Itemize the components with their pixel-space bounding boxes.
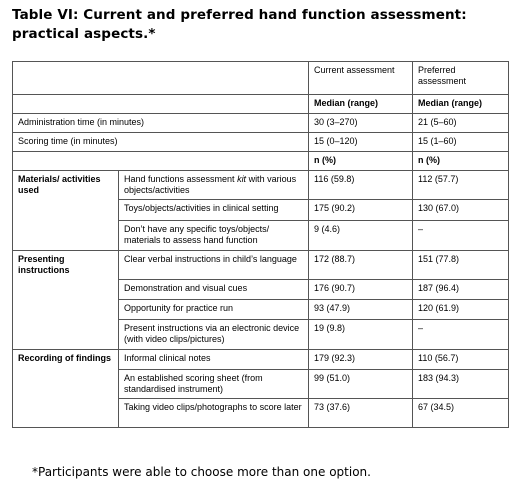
footnote: *Participants were able to choose more than one option.: [32, 465, 371, 479]
group-label: Presenting instructions: [13, 251, 119, 350]
row-label: Demonstration and visual cues: [119, 280, 309, 300]
cell-current: 73 (37.6): [309, 399, 413, 428]
cell-current: 19 (9.8): [309, 320, 413, 350]
cell-preferred: 120 (61.9): [413, 300, 509, 320]
cell-preferred: 67 (34.5): [413, 399, 509, 428]
subheader-blank: [13, 95, 309, 114]
subheader-row: [13, 152, 509, 171]
row-label: Opportunity for practice run: [119, 300, 309, 320]
header-preferred: Preferred assessment: [413, 62, 509, 95]
cell-current: 15 (0–120): [309, 133, 413, 152]
cell-current: 116 (59.8): [309, 171, 413, 200]
cell-preferred: –: [413, 320, 509, 350]
cell-preferred: 15 (1–60): [413, 133, 509, 152]
row-label: Administration time (in minutes): [13, 114, 309, 133]
row-label: Don’t have any specific toys/objects/ materials to assess hand function: [119, 221, 309, 251]
group-label: Recording of findings: [13, 350, 119, 428]
table-row: [13, 251, 509, 280]
cell-preferred: 21 (5–60): [413, 114, 509, 133]
cell-preferred: –: [413, 221, 509, 251]
cell-current: 175 (90.2): [309, 200, 413, 221]
table-row: [13, 171, 509, 200]
cell-current: 30 (3–270): [309, 114, 413, 133]
cell-current: 93 (47.9): [309, 300, 413, 320]
header-current: Current assessment: [309, 62, 413, 95]
table-row: [13, 114, 509, 133]
assessment-table: [12, 61, 509, 428]
cell-current: 179 (92.3): [309, 350, 413, 370]
row-label: Hand functions assessment kit with various objects/activities: [119, 171, 309, 200]
cell-current: 9 (4.6): [309, 221, 413, 251]
subheader-row: [13, 95, 509, 114]
row-label: Informal clinical notes: [119, 350, 309, 370]
row-label: An established scoring sheet (from standardised instrument): [119, 370, 309, 399]
cell-preferred: 130 (67.0): [413, 200, 509, 221]
subheader-n-preferred: n (%): [413, 152, 509, 171]
subheader-blank: [13, 152, 309, 171]
subheader-median-preferred: Median (range): [413, 95, 509, 114]
row-label: Clear verbal instructions in child’s language: [119, 251, 309, 280]
subheader-n-current: n (%): [309, 152, 413, 171]
cell-current: 99 (51.0): [309, 370, 413, 399]
header-row: [13, 62, 509, 95]
group-label: Materials/ activities used: [13, 171, 119, 251]
cell-preferred: 187 (96.4): [413, 280, 509, 300]
row-label: Toys/objects/activities in clinical setting: [119, 200, 309, 221]
cell-preferred: 151 (77.8): [413, 251, 509, 280]
table-title: Table VI: Current and preferred hand function assessment: practical aspects.*: [12, 7, 467, 42]
row-label: Scoring time (in minutes): [13, 133, 309, 152]
subheader-median-current: Median (range): [309, 95, 413, 114]
cell-preferred: 110 (56.7): [413, 350, 509, 370]
cell-current: 176 (90.7): [309, 280, 413, 300]
table-row: [13, 133, 509, 152]
cell-preferred: 112 (57.7): [413, 171, 509, 200]
row-label: Taking video clips/photographs to score later: [119, 399, 309, 428]
header-blank: [13, 62, 309, 95]
table-row: [13, 350, 509, 370]
cell-current: 172 (88.7): [309, 251, 413, 280]
cell-preferred: 183 (94.3): [413, 370, 509, 399]
row-label: Present instructions via an electronic device (with video clips/pictures): [119, 320, 309, 350]
